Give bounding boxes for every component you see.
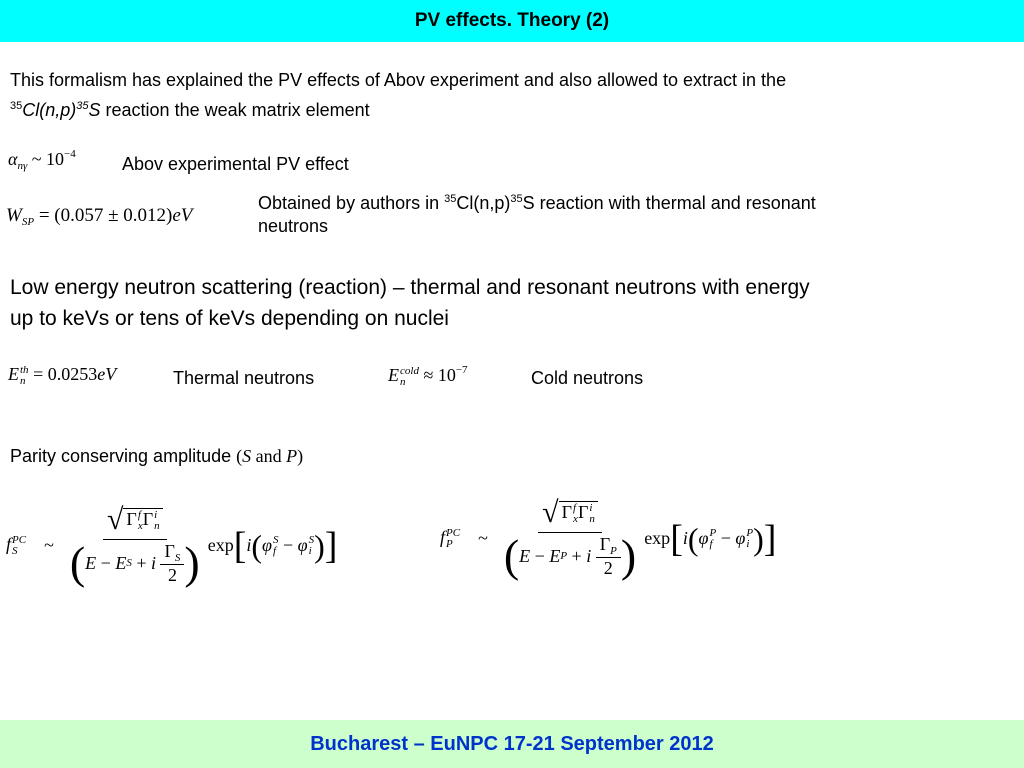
- parity-conserving-label: Parity conserving amplitude (S and P): [10, 446, 304, 466]
- title-bar: [0, 0, 1024, 42]
- footer-bar: [0, 720, 1024, 768]
- cold-neutrons-label: Cold neutrons: [531, 368, 644, 388]
- wsp-description-line-2: neutrons: [258, 216, 329, 236]
- footer-text: Bucharest – EuNPC 17-21 September 2012: [310, 732, 714, 755]
- intro-line-2: $^{35}Cl(n,p)^{35}S$ reaction the weak matrix element: [10, 100, 370, 120]
- thermal-neutrons-label: Thermal neutrons: [173, 368, 315, 388]
- wsp-description-line-1: Obtained by authors in $^{35}Cl(n,p)^{35}S$ reaction with thermal and resonant: [258, 193, 816, 213]
- low-energy-line-2: up to keVs or tens of keVs depending on nuclei: [10, 307, 449, 330]
- thermal-energy-formula: E th n = 0.0253eV: [8, 363, 117, 387]
- cold-energy-formula: E cold n ≈ $10^{-7}$: [388, 364, 468, 388]
- wsp-formula: $W_{SP} = (0.057 \pm 0.012)eV$: [6, 205, 193, 228]
- p-wave-amplitude-formula: f PC P ~ √ Γ f x Γ i n ( E − E P + i $\frac{\Gamma_P}{2}$ ) exp [ i ( φ P f − φ P i ) ]: [440, 496, 777, 581]
- alpha-formula: $\alpha_{n\gamma}$ ~ $10^{-4}$: [8, 148, 76, 172]
- intro-line-1: This formalism has explained the PV effects of Abov experiment and also allowed to extract in the: [10, 70, 787, 90]
- abov-label: Abov experimental PV effect: [122, 154, 349, 174]
- slide-title: PV effects. Theory (2): [414, 10, 610, 31]
- s-wave-amplitude-formula: f PC S ~ √ Γ f x Γ i n ( E − E S + i $\frac{\Gamma_S}{2}$ ) exp [ i ( φ S f − φ S i ) ]: [6, 503, 338, 588]
- low-energy-line-1: Low energy neutron scattering (reaction) – thermal and resonant neutrons with energy: [10, 276, 810, 299]
